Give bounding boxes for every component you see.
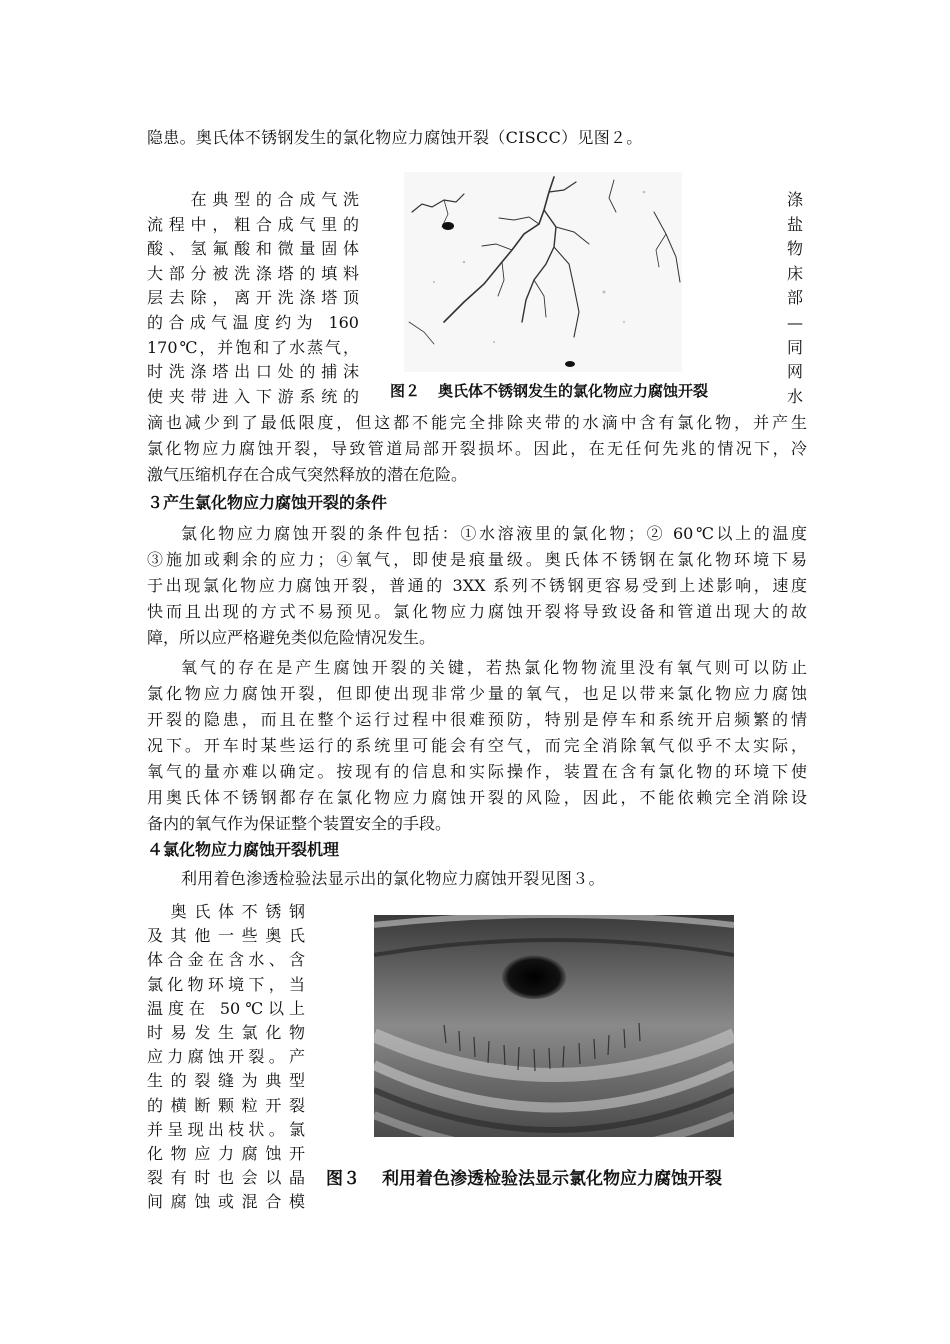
figure3-caption xyxy=(326,1164,722,1189)
section3-para2-line: 开裂的隐患，而且在整个运行过程中很难预防，特别是停车和系统开启频繁的情 xyxy=(147,710,807,729)
wrap-line: 酸、氢氟酸和微量固体 xyxy=(147,239,359,259)
wrap-line: 裂有时也会以晶 xyxy=(147,1168,305,1188)
wrap-char: 部 xyxy=(786,288,803,308)
wrap-char: 盐 xyxy=(786,214,803,234)
wrap-line: 及其他一些奥氏 xyxy=(147,926,305,946)
crack-micrograph-image xyxy=(404,172,682,372)
figure3-dye-penetrant-photo xyxy=(374,915,734,1137)
figure3-wrap-left-column xyxy=(147,900,305,1215)
section3-para2-line: 氧气的存在是产生腐蚀开裂的关键，若热氯化物物流里没有氧气则可以防止 xyxy=(181,658,807,677)
section3-para1-line: 氯化物应力腐蚀开裂的条件包括：①水溶液里的氯化物；② 60℃以上的温度 xyxy=(181,524,807,543)
wrap-char: 物 xyxy=(786,239,803,259)
wrap-line: 并呈现出枝状。氯 xyxy=(147,1119,305,1139)
wrap-line: 层去除，离开洗涤塔顶 xyxy=(147,288,359,308)
section3-para1-line: ③施加或剩余的应力；④氧气，即使是痕量级。奥氏体不锈钢在氯化物环境下易 xyxy=(147,550,807,569)
wrap-line: 应力腐蚀开裂。产 xyxy=(147,1047,305,1067)
intro-line: 隐患。奥氏体不锈钢发生的氯化物应力腐蚀开裂（CISCC）见图２。 xyxy=(147,128,643,147)
wrap-line: 使夹带进入下游系统的 xyxy=(147,386,359,406)
wrap-line: 的合成气温度约为 160 xyxy=(147,312,359,332)
section3-para2-line: 用奥氏体不锈钢都存在氯化物应力腐蚀开裂的风险，因此，不能依赖完全消除设 xyxy=(147,788,807,807)
figure2-label: 图２ xyxy=(390,382,421,400)
figure2-wrap-right-column xyxy=(783,188,807,409)
wrap-char: 床 xyxy=(786,263,803,283)
section3-heading: ３产生氯化物应力腐蚀开裂的条件 xyxy=(147,493,388,512)
section3-para2-line: 备内的氧气作为保证整个装置安全的手段。 xyxy=(147,814,452,833)
section3-para1-line: 快而且出现的方式不易预见。氯化物应力腐蚀开裂将导致设备和管道出现大的故 xyxy=(147,602,807,621)
wrap-line: 生的裂缝为典型 xyxy=(147,1071,305,1091)
paragraph-line: 氯化物应力腐蚀开裂，导致管道局部开裂损坏。因此，在无任何先兆的情况下，冷 xyxy=(147,439,807,458)
wrap-line: 流程中，粗合成气里的 xyxy=(147,214,359,234)
wrap-char: 网 xyxy=(786,362,803,382)
wrap-line: 在典型的合成气洗 xyxy=(147,190,359,209)
section4-intro: 利用着色渗透检验法显示出的氯化物应力腐蚀开裂见图３。 xyxy=(181,869,605,888)
figure3-label: 图３ xyxy=(326,1169,360,1189)
wrap-char: 同 xyxy=(786,337,803,357)
section3-para1-line: 于出现氯化物应力腐蚀开裂，普通的 3XX 系列不锈钢更容易受到上述影响，速度 xyxy=(147,576,807,595)
wrap-line: 温度在 50℃以上 xyxy=(147,998,305,1018)
wrap-line: 的横断颗粒开裂 xyxy=(147,1095,305,1115)
wrap-line: 氯化物环境下，当 xyxy=(147,974,305,994)
wrap-line: 体合金在含水、含 xyxy=(147,950,305,970)
section4-heading: ４氯化物应力腐蚀开裂机理 xyxy=(147,840,340,859)
wrap-line: 时洗涤塔出口处的捕沫 xyxy=(147,362,359,382)
figure3-caption-text: 利用着色渗透检验法显示氯化物应力腐蚀开裂 xyxy=(382,1169,722,1189)
wrap-line: 间腐蚀或混合模 xyxy=(147,1192,305,1212)
section3-para2-line: 氯化物应力腐蚀开裂，但即使出现非常少量的氧气，也足以带来氯化物应力腐蚀 xyxy=(147,684,807,703)
wrap-char: 水 xyxy=(786,386,803,406)
wrap-line: 奥氏体不锈钢 xyxy=(147,902,305,921)
figure2-caption-text: 奥氏体不锈钢发生的氯化物应力腐蚀开裂 xyxy=(438,382,709,400)
wrap-char: 涤 xyxy=(786,190,803,209)
dye-penetrant-image xyxy=(374,915,734,1137)
section3-para2-line: 况下。开车时某些运行的系统里可能会有空气，而完全消除氧气似乎不太实际， xyxy=(147,736,807,755)
figure2-wrap-left-column xyxy=(147,188,359,409)
figure2-caption xyxy=(390,380,708,401)
paragraph-line: 激气压缩机存在合成气突然释放的潜在危险。 xyxy=(147,465,468,484)
paragraph-line: 滴也减少到了最低限度，但这都不能完全排除夹带的水滴中含有氯化物，并产生 xyxy=(147,413,807,432)
wrap-line: 化物应力腐蚀开 xyxy=(147,1144,305,1164)
wrap-line: 170℃，并饱和了水蒸气， xyxy=(147,337,359,357)
section3-para2-line: 氧气的量亦难以确定。按现有的信息和实际操作，装置在含有氯化物的环境下使 xyxy=(147,762,807,781)
wrap-line: 时易发生氯化物 xyxy=(147,1023,305,1043)
figure2-crack-micrograph xyxy=(404,172,682,372)
wrap-line: 大部分被洗涤塔的填料 xyxy=(147,263,359,283)
wrap-char: — xyxy=(787,312,803,332)
section3-para1-line: 障，所以应严格避免类似危险情况发生。 xyxy=(147,628,436,647)
